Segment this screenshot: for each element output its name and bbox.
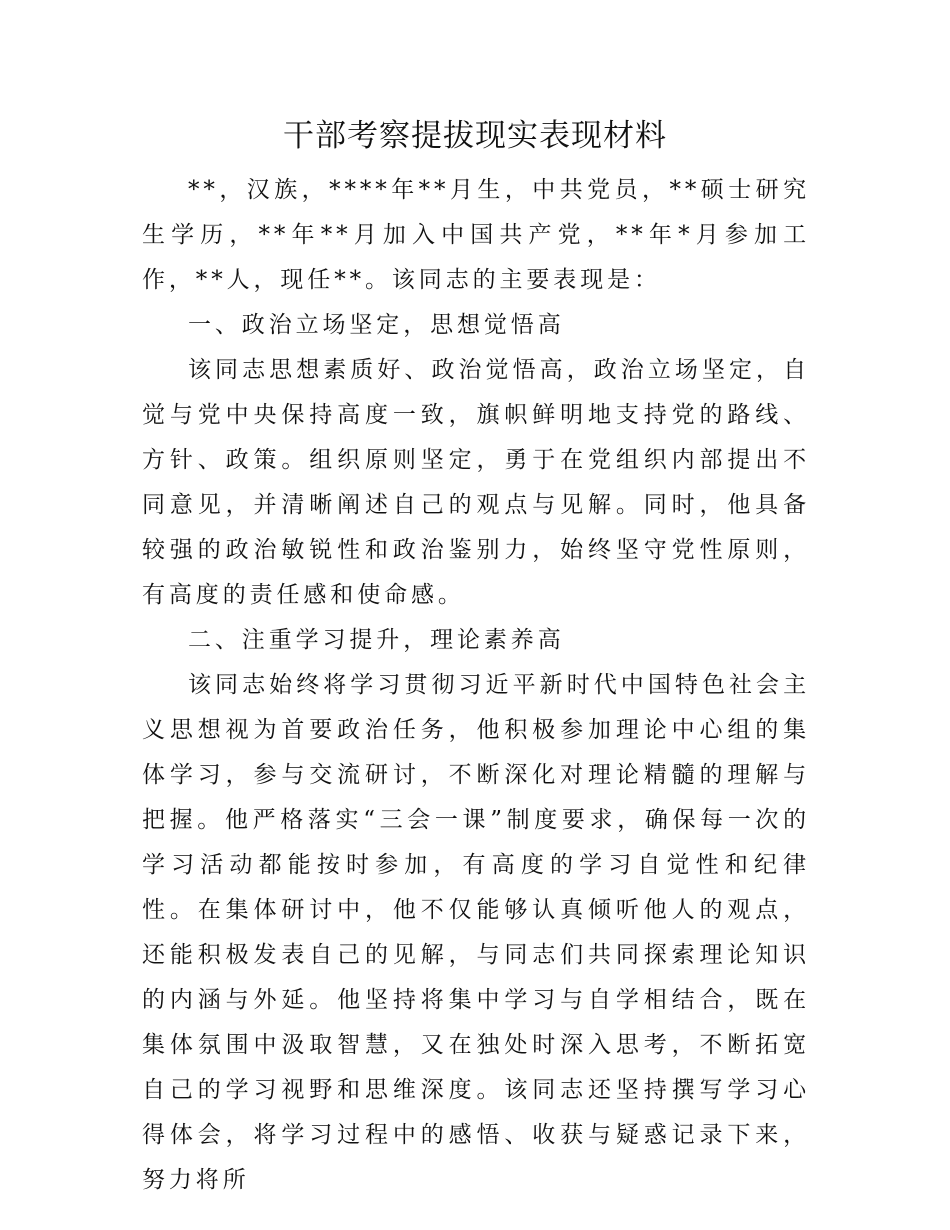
section-body-study: 该同志始终将学习贯彻习近平新时代中国特色社会主义思想视为首要政治任务，他积极参加理论中心组的集体学习，参与交流研讨，不断深化对理论精髓的理解与把握。他严格落实“三会一课”制度要求，确保每一次的学习活动都能按时参加，有高度的学习自觉性和纪律性。在集体研讨中，他不仅能够认真倾听他人的观点，还能积极发表自己的见解，与同志们共同探索理论知识的内涵与外延。他坚持将集中学习与自学相结合，既在集体氛围中汲取智慧，又在独处时深入思考，不断拓宽自己的学习视野和思维深度。该同志还坚持撰写学习心得体会，将学习过程中的感悟、收获与疑惑记录下来，努力将所	[142, 672, 810, 1193]
section-heading-political: 一、政治立场坚定，思想觉悟高	[188, 312, 565, 338]
document-body	[142, 168, 810, 1203]
intro-paragraph: **，汉族，****年**月生，中共党员，**硕士研究生学历，**年**月加入中国共产党，**年*月参加工作，**人，现任**。该同志的主要表现是：	[142, 177, 810, 293]
section-heading-study: 二、注重学习提升，理论素养高	[188, 627, 565, 653]
section-body-political: 该同志思想素质好、政治觉悟高，政治立场坚定，自觉与党中央保持高度一致，旗帜鲜明地支持党的路线、方针、政策。组织原则坚定，勇于在党组织内部提出不同意见，并清晰阐述自己的观点与见解。同时，他具备较强的政治敏锐性和政治鉴别力，始终坚守党性原则，有高度的责任感和使命感。	[142, 357, 810, 608]
document-title: 干部考察提拔现实表现材料	[283, 118, 667, 154]
